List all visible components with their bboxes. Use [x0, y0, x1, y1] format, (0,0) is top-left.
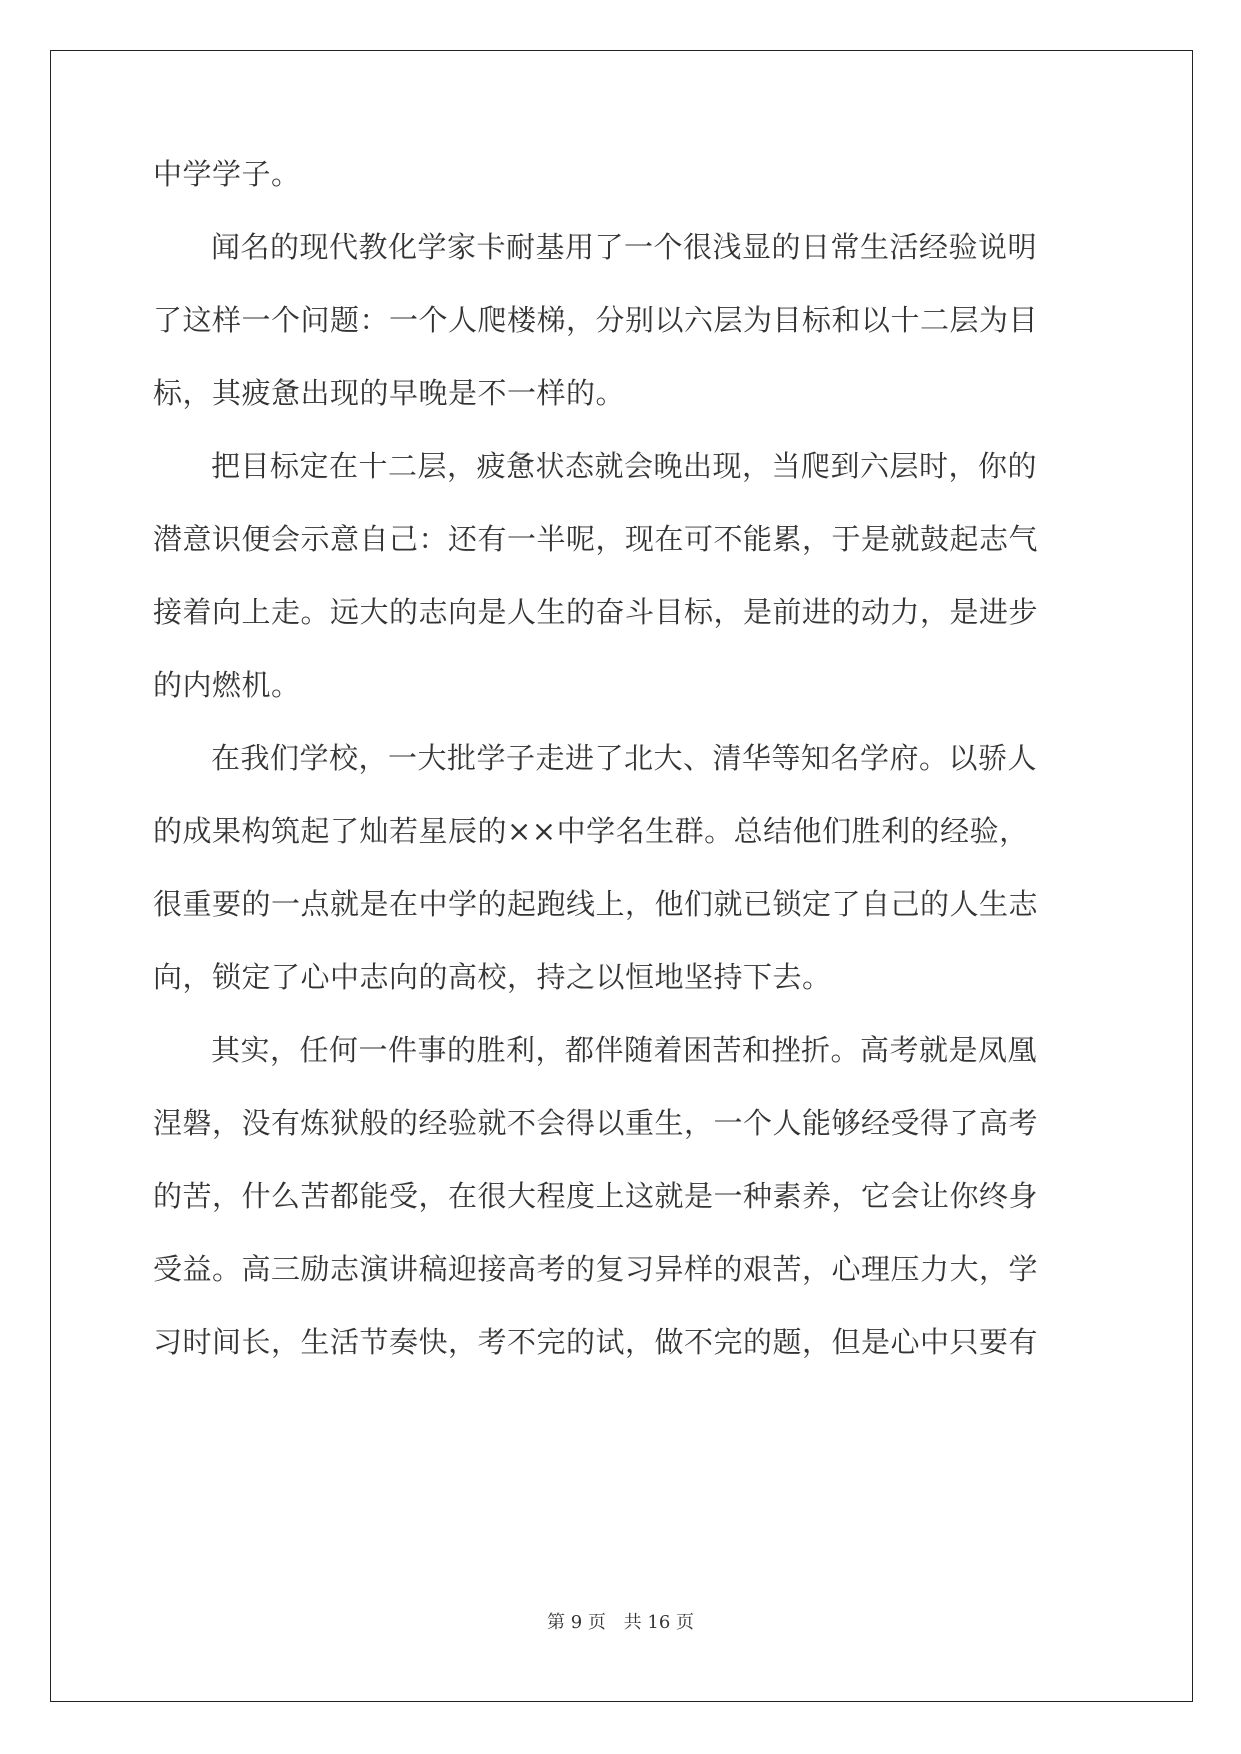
- text-line: 闻名的现代教化学家卡耐基用了一个很浅显的日常生活经验说明: [211, 230, 1038, 264]
- text-line: 受益。高三励志演讲稿迎接高考的复习异样的艰苦，心理压力大，学: [153, 1252, 1039, 1286]
- text-line: 向，锁定了心中志向的高校，持之以恒地坚持下去。: [153, 960, 832, 994]
- text-line: 很重要的一点就是在中学的起跑线上，他们就已锁定了自己的人生志: [153, 887, 1039, 921]
- text-line: 接着向上走。远大的志向是人生的奋斗目标，是前进的动力，是进步: [153, 595, 1039, 629]
- page-border: [50, 50, 1193, 1702]
- page-total: 共 16 页: [623, 1612, 694, 1633]
- text-line: 涅磐，没有炼狱般的经验就不会得以重生，一个人能够经受得了高考: [153, 1106, 1039, 1140]
- text-line: 把目标定在十二层，疲惫状态就会晚出现，当爬到六层时，你的: [211, 449, 1038, 483]
- text-line: 标，其疲惫出现的早晚是不一样的。: [153, 376, 626, 410]
- page-number: 第 9 页: [547, 1612, 606, 1633]
- text-line: 习时间长，生活节奏快，考不完的试，做不完的题，但是心中只要有: [153, 1325, 1039, 1359]
- text-line: 在我们学校，一大批学子走进了北大、清华等知名学府。以骄人: [211, 741, 1038, 775]
- text-line: 的成果构筑起了灿若星辰的××中学名生群。总结他们胜利的经验，: [153, 814, 1029, 848]
- text-line: 的内燃机。: [153, 668, 301, 702]
- text-line: 中学学子。: [153, 157, 301, 191]
- text-line: 的苦，什么苦都能受，在很大程度上这就是一种素养，它会让你终身: [153, 1179, 1039, 1213]
- text-line: 其实，任何一件事的胜利，都伴随着困苦和挫折。高考就是凤凰: [211, 1033, 1038, 1067]
- text-line: 潜意识便会示意自己：还有一半呢，现在可不能累，于是就鼓起志气: [153, 522, 1039, 556]
- page-footer: [0, 1608, 1241, 1634]
- text-line: 了这样一个问题：一个人爬楼梯，分别以六层为目标和以十二层为目: [153, 303, 1039, 337]
